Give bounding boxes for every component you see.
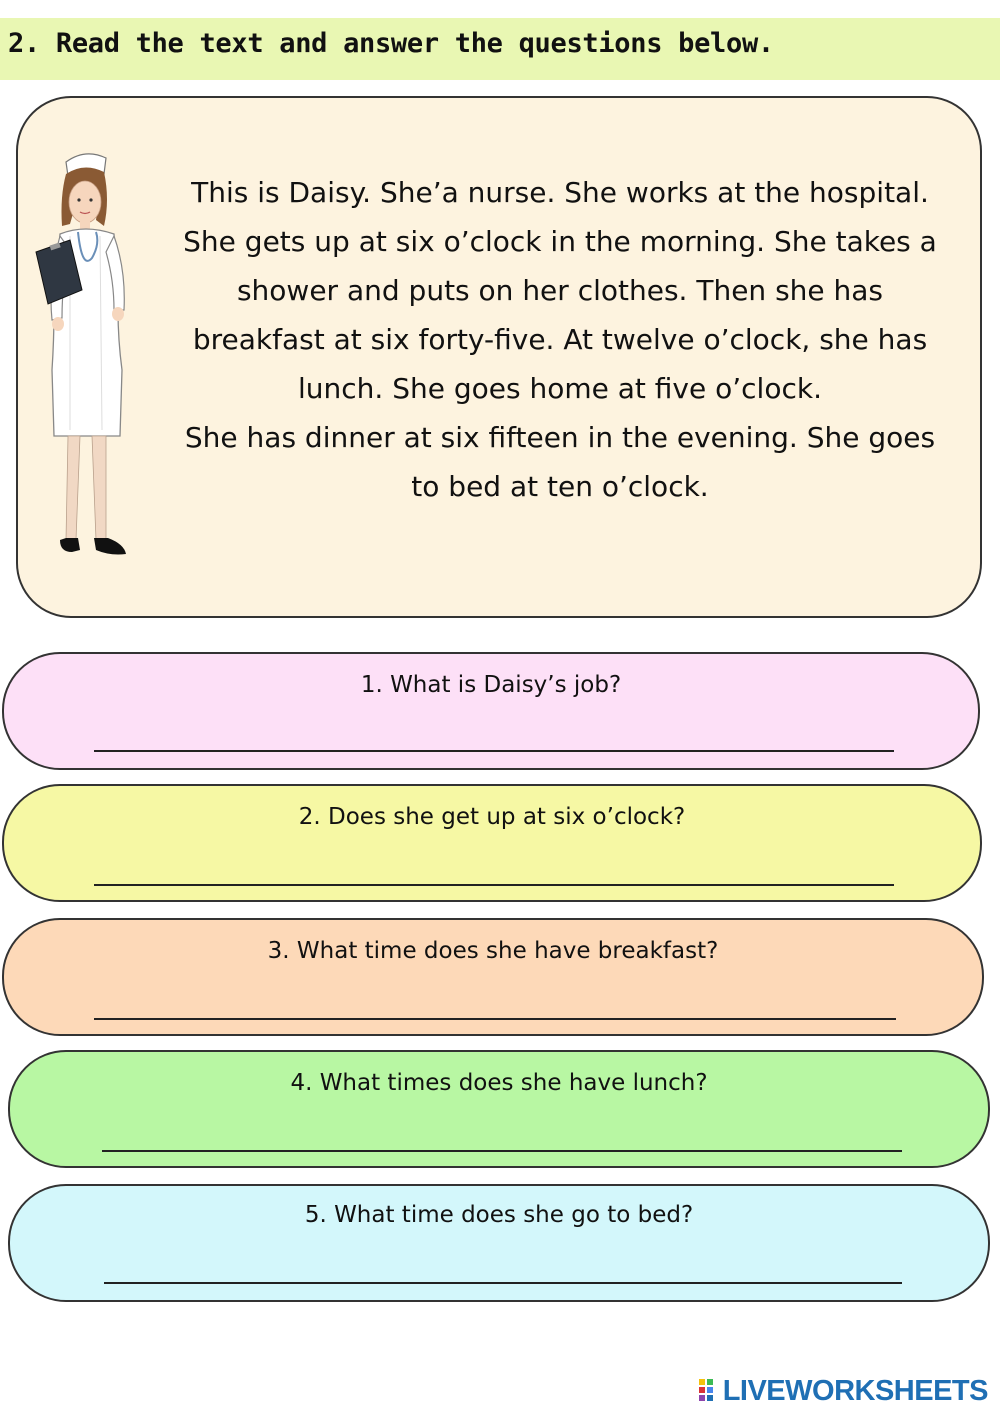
story-line: breakfast at six forty-five. At twelve o’clock, she has [192, 323, 928, 356]
question-text: 3. What time does she have breakfast? [267, 938, 719, 964]
question-text: 1. What is Daisy’s job? [360, 672, 622, 698]
story-text [140, 168, 980, 511]
answer-line[interactable] [94, 750, 894, 752]
question-card-4 [8, 1050, 990, 1168]
question-text: 2. Does she get up at six o’clock? [298, 804, 686, 830]
question-card-1 [2, 652, 980, 770]
nurse-illustration [30, 140, 140, 580]
liveworksheets-logo [699, 1374, 988, 1408]
question-text: 4. What times does she have lunch? [290, 1070, 708, 1096]
story-line: shower and puts on her clothes. Then she has [236, 274, 884, 307]
question-card-5 [8, 1184, 990, 1302]
story-line: She gets up at six o’clock in the morning. She takes a [183, 225, 937, 258]
story-line: This is Daisy. She’a nurse. She works at the hospital. [191, 176, 929, 209]
answer-line[interactable] [94, 884, 894, 886]
story-line: lunch. She goes home at five o’clock. [298, 372, 822, 405]
story-line: She has dinner at six fifteen in the evening. She goes [184, 421, 936, 454]
logo-text: LIVEWORKSHEETS [722, 1374, 988, 1407]
question-card-2 [2, 784, 982, 902]
answer-line[interactable] [102, 1150, 902, 1152]
story-line: to bed at ten o’clock. [411, 470, 709, 503]
answer-line[interactable] [94, 1018, 896, 1020]
question-card-3 [2, 918, 984, 1036]
liveworksheets-logo-icon [699, 1377, 721, 1405]
answer-line[interactable] [104, 1282, 902, 1284]
question-text: 5. What time does she go to bed? [304, 1202, 694, 1228]
instruction-heading: 2. Read the text and answer the questions below. [8, 28, 774, 59]
